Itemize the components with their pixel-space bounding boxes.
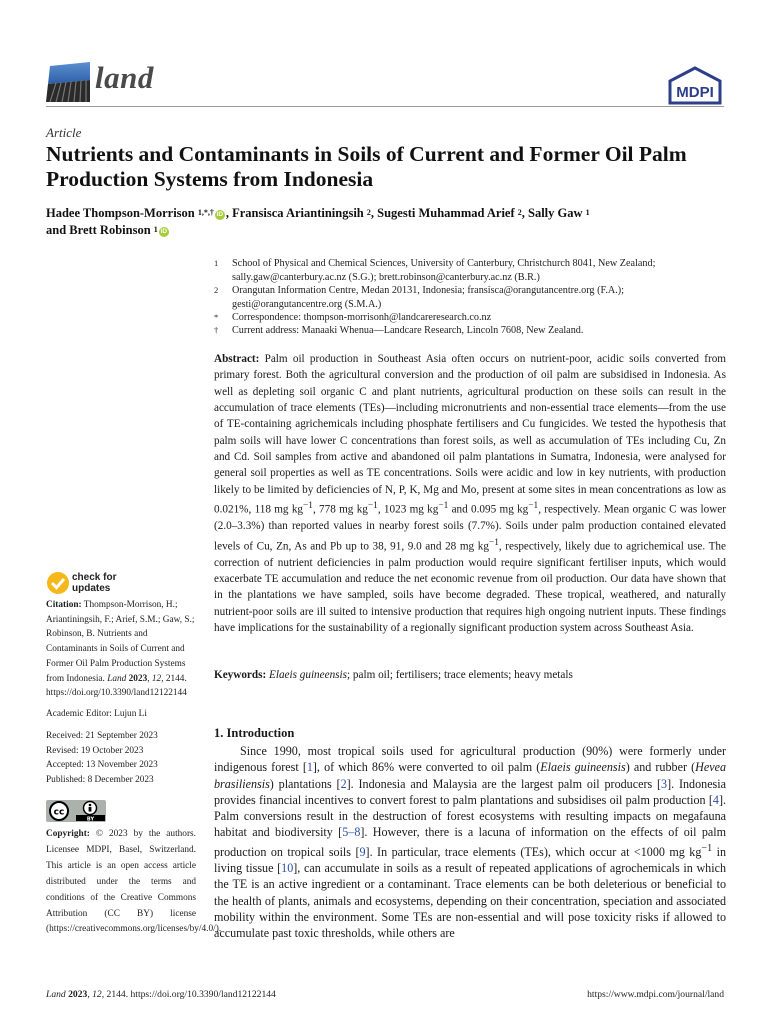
orcid-icon[interactable]: iD [160,228,168,235]
citation-block: Citation: Thompson-Morrison, H.; Ariantiningsih, F.; Arief, S.M.; Gaw, S.; Robinson, B. Nutrients and Contaminants in Soils of Current and Former Oil Palm Production Systems from Indonesia. Land 2023, 12, 2144. https://doi.org/10.3390/land12122144 [46,600,195,699]
orcid-icon[interactable]: iD [216,211,224,218]
article-type: Article [46,125,82,140]
author-name: , Sugesti Muhammad Arief [370,206,515,220]
svg-text:cc: cc [53,807,65,818]
author-name: , Fransisca Ariantiningsih [225,206,364,220]
author-affiliation-sup: 2 [517,208,522,217]
reference-link[interactable]: 10 [281,861,294,876]
author-affiliation-sup: 1 [585,208,590,217]
affiliation-mark: † [214,325,219,335]
journal-logo-icon [46,62,92,102]
check-updates-line1: check for [72,572,117,583]
check-updates-icon [46,571,70,595]
footer-citation: Land 2023, 12, 2144. https://doi.org/10.3390/land12122144 [46,989,276,1000]
keywords: Keywords: Elaeis guineensis; palm oil; fertilisers; trace elements; heavy metals [214,669,573,681]
affiliation-item [214,324,734,338]
check-for-updates-button[interactable] [46,571,166,597]
author-affiliation-sup: 1,*,† [197,208,214,217]
header-divider [46,106,724,107]
affiliation-item [214,257,734,284]
publication-dates [46,729,196,788]
affiliation-text: Orangutan Information Centre, Medan 20131, Indonesia; fransisca@orangutancentre.org (F.A.); gesti@orangutancentre.org (S.M.A.) [232,285,624,310]
abstract-label: Abstract: [214,353,260,365]
keywords-label: Keywords: [214,669,267,681]
abstract: Abstract: Palm oil production in Southeast Asia often occurs on nutrient-poor, acidic soils converted from primary forest. Both the agricultural conversion and the production of oil palm are subsidised in Indonesia. As well as depleting soil organic C and plant nutrients, agricultural production on these soils can result in the accumulation of trace elements (TEs)—including micronutrients and non-essential trace elements—from the use of TE-containing agrichemicals including phosphate fertilisers and Cu fungicides. We tested the hypothesis that palm soils will have lower C concentrations than forest soils, as well as accumulation of TEs including Cu, Zn and Cd. Soil samples from active and abandoned oil palm plantations in Sumatra, Indonesia, were analysed for general soil properties as well as TE concentrations. Soils were acidic and low in key nutrients, with production likely to be limited by deficiencies of N, P, K, Mg and Mo, present at some sites in mean concentrations as low as 0.021%, 118 mg $kg^{-1}$, 778 mg $kg^{-1}$, 1023 mg $kg^{-1}$ and 0.095 mg $kg^{-1}$, respectively. Mean organic C was lower (2.0–3.3%) than reported values in nearby forest soils (7.7%). Soils under palm production contained elevated levels of Cu, Zn, As and Pb up to 38, 91, 9.0 and 28 mg $kg^{-1}$, respectively, likely due to agrichemical use. The correction of nutrient deficiencies in palm production would require significant fertiliser inputs, which would exacerbate TE accumulation and reduce the net economic revenue from oil production. Our data have shown that in the plantations we have sampled, soils have become degraded. These tropical, weathered, and naturally nutrient-poor soils are ill suited to intensive production that requires high ongoing nutrient inputs. These findings have implications for the sustainability of a regionally significant production system across Southeast Asia. [214,353,727,634]
affiliation-text: Current address: Manaaki Whenua—Landcare Research, Lincoln 7608, New Zealand. [232,325,584,336]
academic-editor: Academic Editor: Lujun Li [46,709,147,719]
article-title: Nutrients and Contaminants in Soils of Current and Former Oil Palm Production Systems from Indonesia [46,142,687,191]
author-affiliation-sup: 1 [153,225,158,234]
mdpi-logo-text: MDPI [676,84,714,101]
check-updates-line2: updates [72,583,111,594]
reference-link[interactable]: 5–8 [342,825,361,840]
reference-link[interactable]: 1 [306,760,313,775]
author-affiliation-sup: 2 [366,208,371,217]
journal-name: land [95,60,154,95]
affiliation-mark: 2 [214,285,219,295]
mdpi-logo-icon [666,66,724,106]
section-heading: 1. Introduction [214,726,295,740]
copyright-notice: Copyright: © 2023 by the authors. Licensee MDPI, Basel, Switzerland. This article is an open access article distributed under the terms and conditions of the Creative Commons Attribution (CC BY) license (https://creativecommons.org/licenses/by/4.0/). [46,829,222,935]
author-name: Hadee Thompson-Morrison [46,206,195,220]
affiliation-item [214,284,734,311]
svg-text:BY: BY [86,816,95,822]
author-list [46,205,736,239]
reference-link[interactable]: 3 [661,776,668,791]
reference-link[interactable]: 4 [712,792,719,807]
author-name: and Brett Robinson [46,223,151,237]
introduction-paragraph: Since 1990, most tropical soils used for agricultural production (90%) were formerly under indigenous forest [1], of which 86% were converted to oil palm (Elaeis guineensis) and rubber (Hevea brasiliensis) plantations [2]. Indonesia and Malaysia are the largest palm oil producers [3]. Indonesia provides financial incentives to convert forest to palm plantations and subsidises oil palm production [4]. Palm conversions result in the destruction of forest ecosystems with resulting impacts on megafauna habitat and biodiversity [5–8]. However, there is a lacuna of information on the effects of oil palm production on tropical soils [9]. In particular, trace elements (TEs), which occur at <1000 mg $kg^{-1}$ in living tissue [10], can accumulate in soils as a result of repeated applications of agrochemicals in which the TE is an active ingredient or a contaminant. Trace elements can be both deleterious or beneficial to the health of plants, animals and ecosystems, depending on their concentration, speciation and associated mobility within the environment. Some TEs are non-essential and will pose toxicity risks if allowed to accumulate past toxic thresholds, while others are [214,744,726,941]
affiliation-mark: 1 [214,258,219,268]
reference-link[interactable]: 2 [340,776,347,791]
affiliation-item [214,311,734,325]
date-revised: Revised: 19 October 2023 [46,745,144,756]
reference-link[interactable]: 9 [359,844,366,859]
footer-journal-url[interactable]: https://www.mdpi.com/journal/land [587,989,724,1000]
affiliation-mark: * [214,312,219,322]
author-name: , Sally Gaw [521,206,583,220]
affiliation-text: Correspondence: thompson-morrisonh@landcareresearch.co.nz [232,312,492,323]
cc-by-license-icon[interactable] [46,800,106,822]
date-published: Published: 8 December 2023 [46,775,154,786]
date-accepted: Accepted: 13 November 2023 [46,760,158,771]
affiliation-text: School of Physical and Chemical Sciences, University of Canterbury, Christchurch 8041, New Zealand; sally.gaw@canterbury.ac.nz (S.G.); brett.robinson@canterbury.ac.nz (B.R.) [232,258,656,283]
date-received: Received: 21 September 2023 [46,731,158,741]
